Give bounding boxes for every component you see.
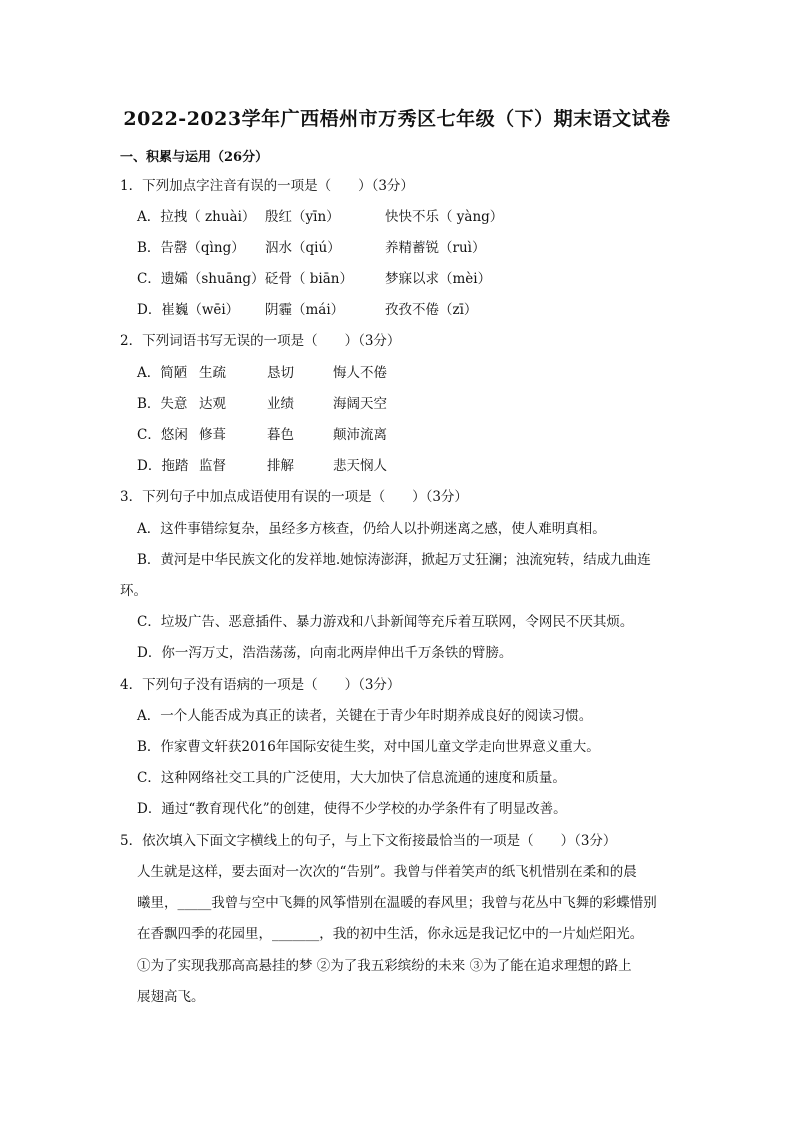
question-1-option-c[interactable] xyxy=(137,270,585,288)
option-word: 排解 xyxy=(267,458,294,474)
option-word: C．悠闲 xyxy=(137,427,188,443)
question-2-option-c[interactable] xyxy=(137,426,387,444)
question-1-stem: 1．下列加点字注音有误的一项是（ ）（3分） xyxy=(120,178,414,194)
question-2-option-d[interactable] xyxy=(137,457,387,475)
question-5-choices-continued: 展翅高飞。 xyxy=(137,989,205,1005)
question-5-passage-line: 人生就是这样，要去面对一次次的“告别”。我曾与伴着笑声的纸飞机惜别在柔和的晨 xyxy=(137,864,637,880)
question-3-option-d[interactable]: D．你一泻万丈，浩浩荡荡，向南北两岸伸出千万条铁的臂膀。 xyxy=(137,645,513,661)
question-4-option-a[interactable]: A．一个人能否成为真正的读者，关键在于青少年时期养成良好的阅读习惯。 xyxy=(137,708,593,724)
option-word: 修葺 xyxy=(199,427,226,443)
question-4-option-b[interactable]: B．作家曹文轩获2016年国际安徒生奖，对中国儿童文学走向世界意义重大。 xyxy=(137,739,600,755)
option-word: D．崔巍（wēi） xyxy=(137,302,240,318)
option-word: 达观 xyxy=(199,396,226,412)
question-2-option-a[interactable] xyxy=(137,364,387,382)
question-1-option-d[interactable] xyxy=(137,301,585,319)
option-word: B．告罄（qìng） xyxy=(137,240,245,256)
option-word: 快快不乐（ yàng） xyxy=(385,209,504,225)
option-word: 监督 xyxy=(199,458,226,474)
option-word: 阴霾（mái） xyxy=(265,302,345,318)
option-word: 生疏 xyxy=(199,365,226,381)
option-word: 孜孜不倦（zī） xyxy=(385,302,478,318)
question-5-stem: 5．依次填入下面文字横线上的句子，与上下文衔接最恰当的一项是（ ）（3分） xyxy=(120,833,617,849)
question-3-option-b[interactable]: B．黄河是中华民族文化的发祥地.她惊涛澎湃，掀起万丈狂澜；浊流宛转，结成九曲连 xyxy=(137,552,651,568)
question-2-stem: 2．下列词语书写无误的一项是（ ）（3分） xyxy=(120,333,401,349)
option-word: 砭骨（ biān） xyxy=(265,271,353,287)
question-1-option-b[interactable] xyxy=(137,239,585,257)
question-1-option-a[interactable] xyxy=(137,208,585,226)
section-heading: 一、积累与运用（26分） xyxy=(120,150,269,165)
question-3-option-b-continued: 环。 xyxy=(120,583,147,599)
question-3-stem: 3．下列句子中加点成语使用有误的一项是（ ）（3分） xyxy=(120,489,468,505)
page-title: 2022-2023学年广西梧州市万秀区七年级（下）期末语文试卷 xyxy=(123,108,671,130)
question-4-stem: 4．下列句子没有语病的一项是（ ）（3分） xyxy=(120,677,401,693)
question-3-option-c[interactable]: C．垃圾广告、恶意插件、暴力游戏和八卦新闻等充斥着互联网，令网民不厌其烦。 xyxy=(137,614,634,630)
option-word: 暮色 xyxy=(267,427,294,443)
option-word: C．遗孀（shuāng） xyxy=(137,271,265,287)
option-word: 殷红（yīn） xyxy=(265,209,340,225)
option-word: A．简陋 xyxy=(137,365,188,381)
option-word: 颠沛流离 xyxy=(333,427,387,443)
option-word: 恳切 xyxy=(267,365,294,381)
option-word: 养精蓄锐（ruì） xyxy=(385,240,486,256)
option-word: 海阔天空 xyxy=(333,396,387,412)
question-5-passage-line: 在香飘四季的花园里，_______，我的初中生活，你永远是我记忆中的一片灿烂阳光。 xyxy=(137,926,644,942)
question-2-option-b[interactable] xyxy=(137,395,387,413)
question-4-option-d[interactable]: D．通过“教育现代化”的创建，使得不少学校的办学条件有了明显改善。 xyxy=(137,801,567,817)
option-word: 梦寐以求（mèi） xyxy=(385,271,492,287)
option-word: 悲天悯人 xyxy=(333,458,387,474)
option-word: A．拉拽（ zhuài） xyxy=(137,209,256,225)
option-word: 悔人不倦 xyxy=(333,365,387,381)
option-word: 业绩 xyxy=(267,396,294,412)
option-word: D．拖踏 xyxy=(137,458,189,474)
question-4-option-c[interactable]: C．这种网络社交工具的广泛使用，大大加快了信息流通的速度和质量。 xyxy=(137,770,566,786)
option-word: B．失意 xyxy=(137,396,188,412)
question-5-choices: ①为了实现我那高高悬挂的梦 ②为了我五彩缤纷的未来 ③为了能在追求理想的路上 xyxy=(137,958,632,974)
option-word: 泅水（qiú） xyxy=(265,240,341,256)
question-3-option-a[interactable]: A．这件事错综复杂，虽经多方核查，仍给人以扑朔迷离之感，使人难明真相。 xyxy=(137,521,606,537)
question-5-passage-line: 曦里，_____我曾与空中飞舞的风筝惜别在温暖的春风里；我曾与花丛中飞舞的彩蝶惜别 xyxy=(137,895,657,911)
